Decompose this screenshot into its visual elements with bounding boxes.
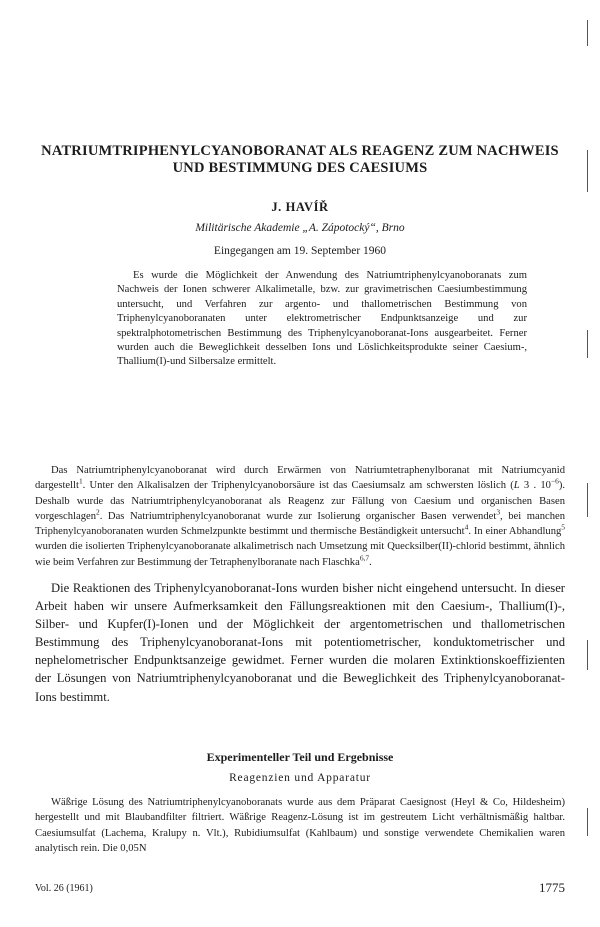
reference-marker: 3	[496, 507, 501, 517]
intro-paragraph	[35, 463, 565, 570]
reference-marker: 5	[561, 522, 565, 532]
received-date: Eingegangen am 19. September 1960	[213, 245, 387, 257]
text-run: ). Deshalb wurde das Natriumtriphenylcyanoboranat als Reagenz zur Fällung von Caesium und organischen Basen vorgeschlagen	[35, 480, 565, 522]
reference-marker: 4	[464, 522, 469, 532]
exponent: −6	[550, 476, 559, 486]
title-line-1: NATRIUMTRIPHENYLCYANOBORANAT ALS REAGENZ ZUM NACHWEIS	[41, 143, 559, 159]
text-run: wurden die isolierten Triphenylcyanoboranate alkalimetrisch nach Umsetzung mit Quecksilber(II)-chlorid bestimmt, ähnlich wie beim Verfahren zur Bestimmung der Tetraphenylboranate nach Flaschka	[35, 541, 565, 568]
text-run: . In einer Abhandlung	[468, 526, 562, 538]
subsection-heading: Reagenzien und Apparatur	[229, 772, 371, 784]
reference-marker: 1	[78, 476, 83, 486]
page-edge-mark	[587, 330, 588, 358]
text-run: , bei manchen Triphenylcyanoboranaten wurden Schmelzpunkte bestimmt und thermische Beständigkeit untersucht	[35, 510, 566, 538]
text-run: 3 . 10	[519, 480, 551, 492]
title-line-2: UND BESTIMMUNG DES CAESIUMS	[172, 160, 428, 176]
text-run: . Das Natriumtriphenylcyanoboranat wurde zur Isolierung organischer Basen verwendet	[99, 510, 497, 522]
article-title	[20, 143, 580, 177]
reagents-paragraph: Wäßrige Lösung des Natriumtriphenylcyanoboranats wurde aus dem Präparat Caesignost (Heyl & Co, Hildesheim) hergestellt und mit Blaubandfilter filtriert. Wäßrige Reagenz-Lösung ist im gestreutem Licht verhältnismäßig haltbar. Caesiumsulfat (Lachema, Kralupy n. Vlt.), Rubidiumsulfat (Kahlbaum) und sonstige verwendete Chemikalien waren analytisch rein. Die 0,05N	[35, 797, 565, 854]
page-number: 1775	[539, 880, 565, 895]
page-edge-mark	[587, 150, 588, 192]
section-heading: Experimenteller Teil und Ergebnisse	[206, 750, 394, 764]
reference-marker: 6,7	[359, 553, 370, 563]
abstract: Es wurde die Möglichkeit der Anwendung des Natriumtriphenylcyanoboranats zum Nachweis der Ionen schwerer Alkalimetalle, bzw. zur gravimetrischen Caesiumbestimmung untersucht, und Verfahren zur argento- und thallometrischen Bestimmung von Triphenylcyanoboranaten unter elektrometrischer Endpunktsanzeige und zur spektralphotometrischen Bestimmung des Triphenylcyanoboranat-Ions ausgearbeitet. Ferner wurden auch die Beweglichkeit desselben Ions und Löslichkeitsprodukte seiner Caesium-, Thallium(I)-und Silbersalze ermittelt.	[117, 270, 527, 368]
page-edge-mark	[587, 483, 588, 517]
page-edge-mark	[587, 640, 588, 670]
page-edge-mark	[587, 808, 588, 836]
author-affiliation: Militärische Akademie „A. Zápotocký“, Brno	[195, 222, 405, 234]
text-run: Das Natriumtriphenylcyanoboranat wird durch Erwärmen von Natriumtetraphenylboranat mit Natriumcyanid dargestellt	[35, 465, 565, 492]
text-run: .	[369, 556, 372, 568]
reference-marker: 2	[96, 507, 100, 517]
text-run: . Unter den Alkalisalzen der Triphenylcyanoborsäure ist das Caesiumsalz am schwersten löslich (	[82, 480, 514, 492]
page-edge-mark	[587, 20, 588, 46]
symbol-L: L	[513, 480, 520, 492]
aims-paragraph: Die Reaktionen des Triphenylcyanoboranat-Ions wurden bisher nicht eingehend untersucht. In dieser Arbeit haben wir unsere Aufmerksamkeit den Fällungsreaktionen mit den Caesium-, Thallium(I)-, Silber- und Kupfer(I)-Ionen und der Möglichkeit der argentometrischen und thallometrischen Bestimmung des Triphenylcyanoboranat-Ions mit potentiometrischer, konduktometrischer und nephelometrischer Endpunktsanzeige gewidmet. Ferner wurden die molaren Extinktionskoeffizienten der Lösungen von Natriumtriphenylcyanoboranat und die Beweglichkeit des Triphenylcyanoboranat-Ions bestimmt.	[35, 581, 565, 704]
author-name: J. HAVÍŘ	[271, 200, 329, 214]
volume-footer: Vol. 26 (1961)	[35, 883, 93, 894]
